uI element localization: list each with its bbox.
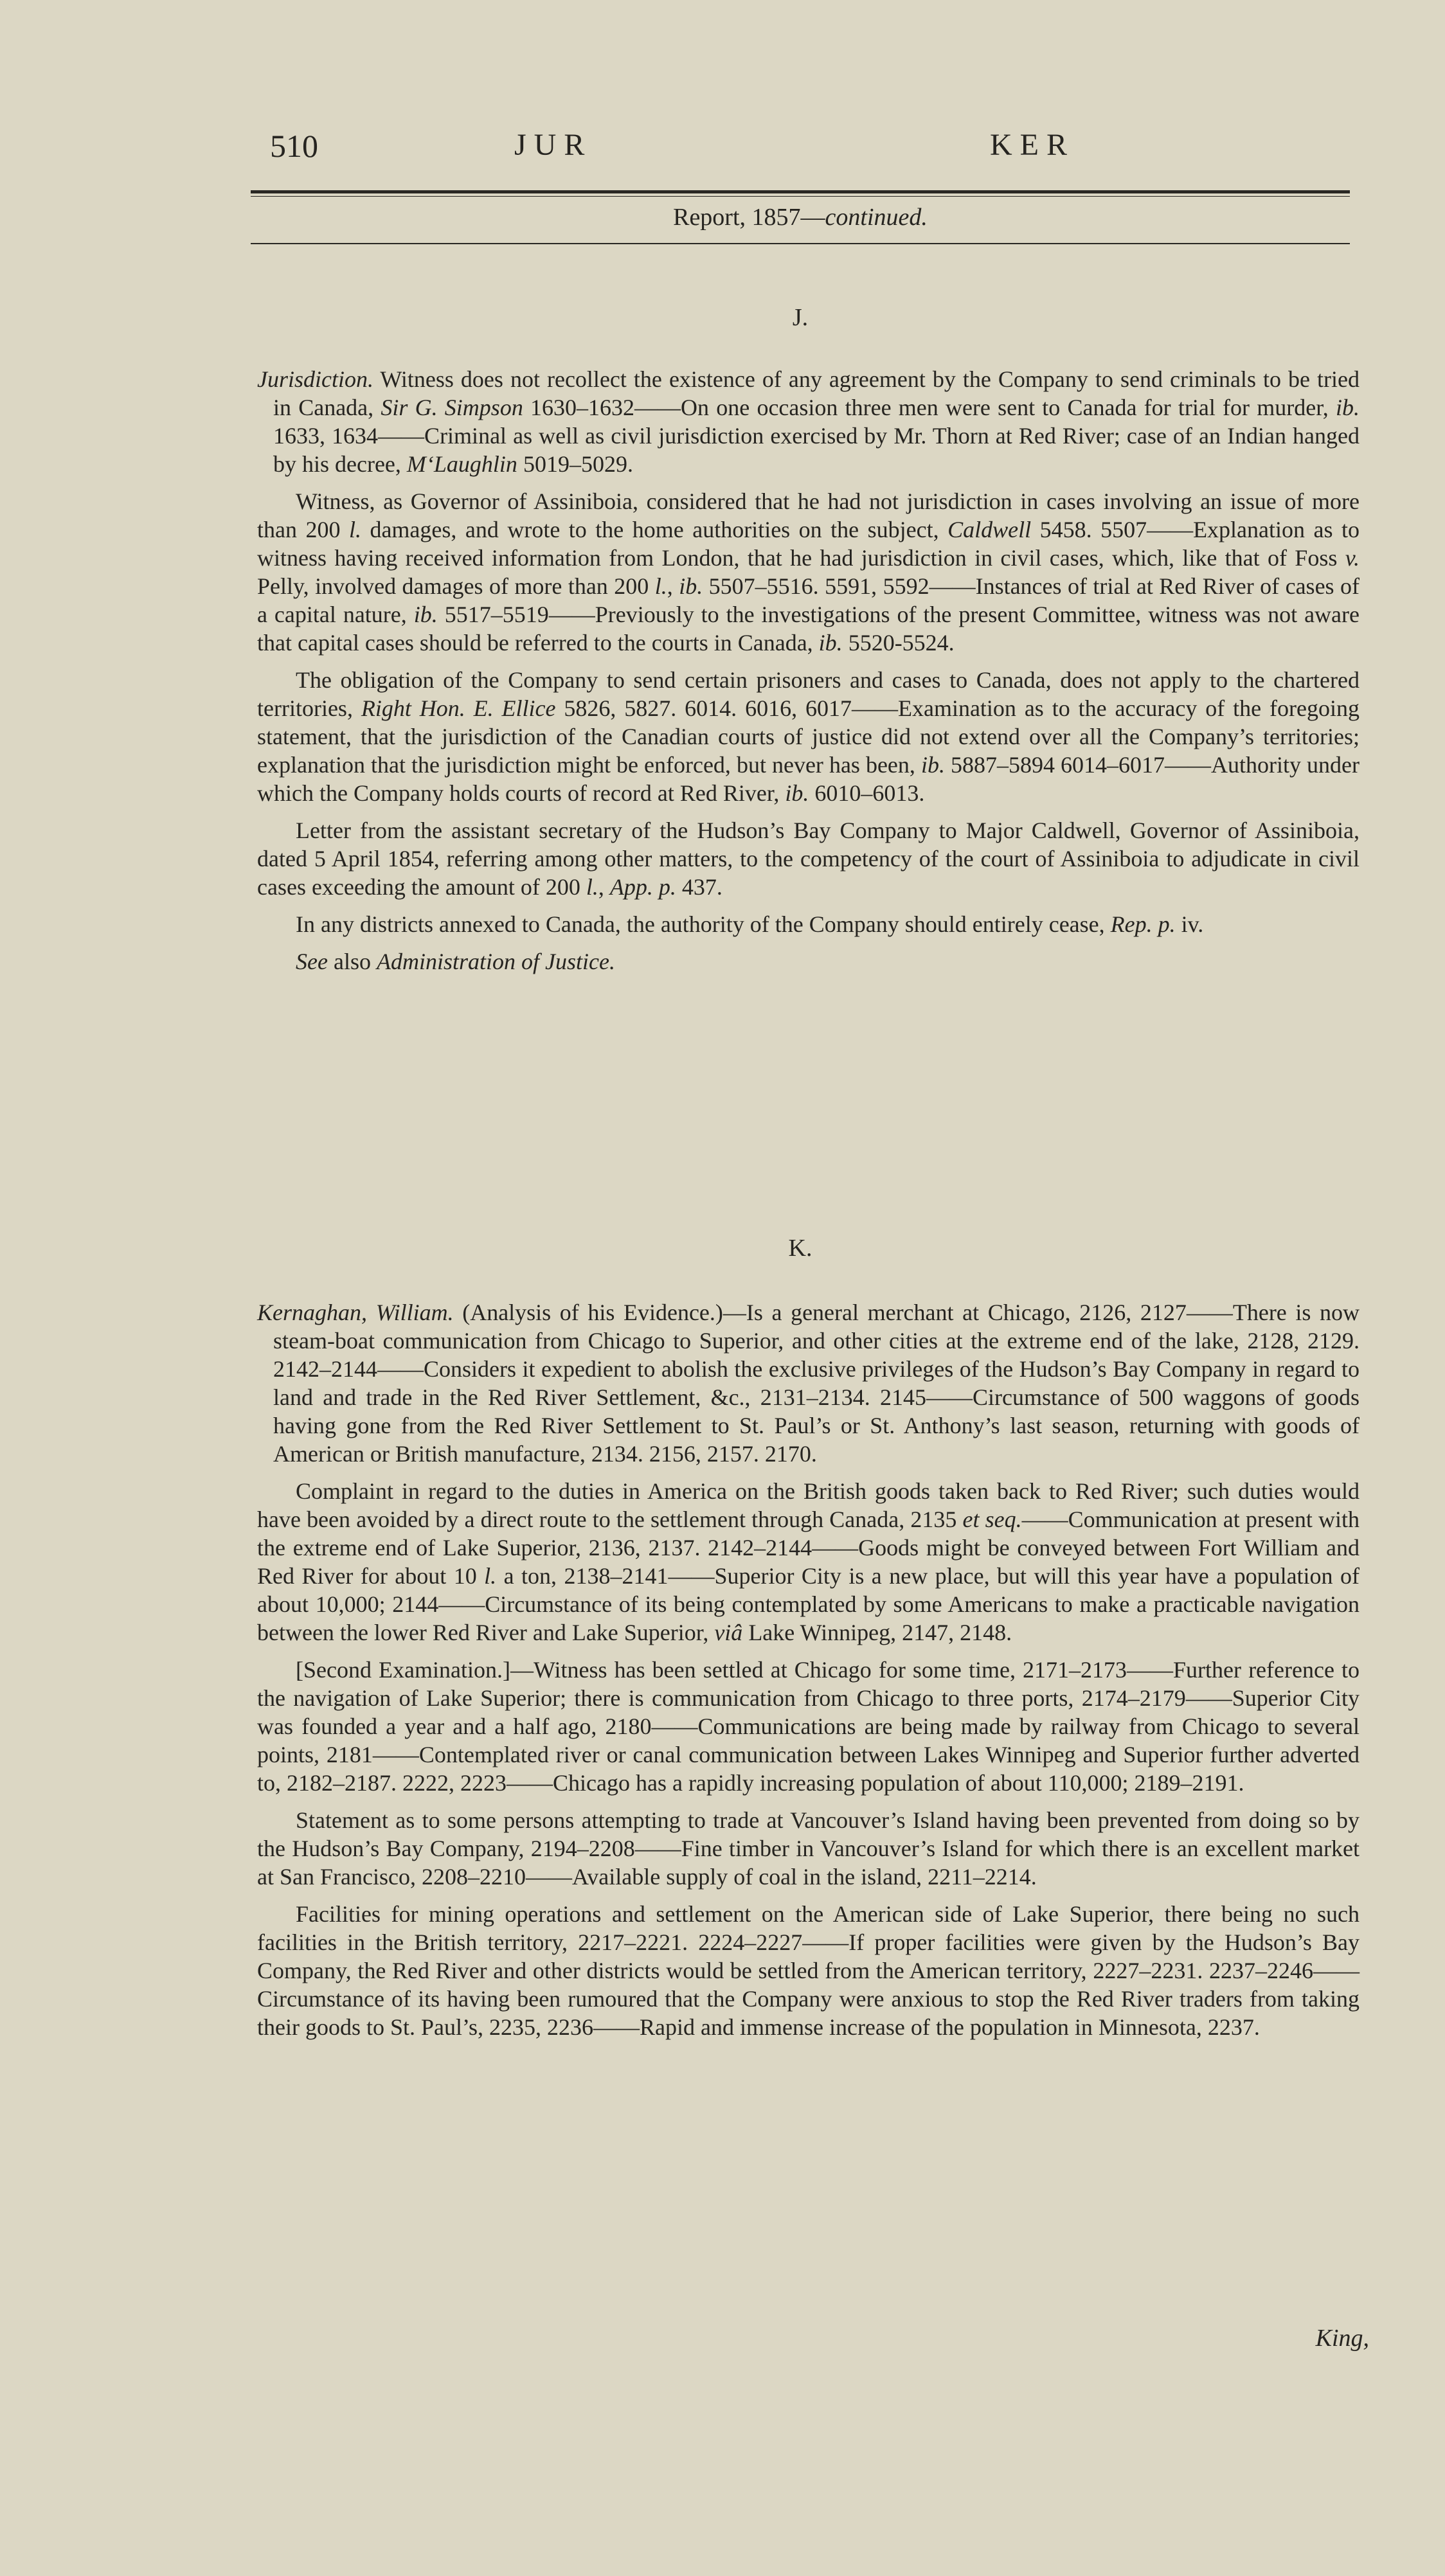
header-rule-thick [251, 190, 1350, 193]
catchword: King, [1315, 2325, 1369, 2352]
section-letter-j: J. [792, 304, 809, 331]
paragraph: Statement as to some persons attempting to trade at Vancouver’s Island having been prevented from doing so by the Hudson’s Bay Company, 2194–2208——Fine timber in Vancouver’s Island for which there is an excellent market at San Francisco, 2208–2210——Available supply of coal in the island, 2211–2214. [257, 1807, 1360, 1890]
report-heading-continued: continued. [825, 204, 928, 231]
running-head-right: KER [990, 128, 1075, 162]
entry-jurisdiction: Jurisdiction. Witness does not recollect the existence of any agreement by the Company to send criminals to be tried in Canada, Sir G. Simpson 1630–1632——On one occasion three men were sent to Canada for trial for murder, ib. 1633, 1634——Criminal as well as civil jurisdiction exercised by Mr. Thorn at Red River; case of an Indian hanged by his decree, M‘Laughlin 5019–5029. [257, 366, 1360, 477]
section-k-body [257, 1298, 1360, 2050]
paragraph: [Second Examination.]—Witness has been settled at Chicago for some time, 2171–2173——Further reference to the navigation of Lake Superior; there is communication from Chicago to three ports, 2174–2179——Superior City was founded a year and a half ago, 2180——Communications are being made by railway from Chicago to several points, 2181——Contemplated river or canal communication between Lakes Winnipeg and Superior further adverted to, 2182–2187. 2222, 2223——Chicago has a rapidly increasing population of about 110,000; 2189–2191. [257, 1657, 1360, 1796]
see-also-reference: See also Administration of Justice. [296, 949, 615, 974]
section-j-body [257, 365, 1360, 985]
header-rule-thin [251, 196, 1350, 197]
paragraph: Letter from the assistant secretary of the Hudson’s Bay Company to Major Caldwell, Governor of Assiniboia, dated 5 April 1854, referring among other matters, to the competency of the court of Assiniboia to adjudicate in civil cases exceeding the amount of 200 l., App. p. 437. [257, 818, 1360, 900]
paragraph: Facilities for mining operations and settlement on the American side of Lake Superior, there being no such facilities in the British territory, 2217–2221. 2224–2227——If proper facilities were given by the Hudson’s Bay Company, the Red River and other districts would be settled from the American territory, 2227–2231. 2237–2246——Circumstance of its having been rumoured that the Company were anxious to stop the Red River traders from taking their goods to St. Paul’s, 2235, 2236——Rapid and immense increase of the population in Minnesota, 2237. [257, 1901, 1360, 2040]
running-head-left: JUR [514, 128, 593, 162]
report-heading [251, 199, 1350, 235]
report-heading-text: Report, 1857— [673, 204, 825, 231]
paragraph: Complaint in regard to the duties in America on the British goods taken back to Red River; such duties would have been avoided by a direct route to the settlement through Canada, 2135 et seq.——Communication at present with the extreme end of Lake Superior, 2136, 2137. 2142–2144——Goods might be conveyed between Fort William and Red River for about 10 l. a ton, 2138–2141——Superior City is a new place, but will this year have a population of about 10,000; 2144——Circumstance of its being contemplated by some Americans to make a practicable navigation between the lower Red River and Lake Superior, viâ Lake Winnipeg, 2147, 2148. [257, 1478, 1360, 1645]
section-letter-k: K. [788, 1235, 812, 1262]
entry-kernaghan: Kernaghan, William. (Analysis of his Evidence.)—Is a general merchant at Chicago, 2126, 2127——There is now steam-boat communication from Chicago to Superior, and other cities at the extreme end of the lake, 2128, 2129. 2142–2144——Considers it expedient to abolish the exclusive privileges of the Hudson’s Bay Company in regard to land and trade in the Red River Settlement, &c., 2131–2134. 2145——Circumstance of 500 waggons of goods having gone from the Red River Settlement to St. Paul’s or St. Anthony’s last season, returning with goods of American or British manufacture, 2134. 2156, 2157. 2170. [257, 1300, 1360, 1467]
page-number: 510 [270, 128, 318, 164]
page-header [251, 127, 1350, 179]
heading-rule-bottom [251, 243, 1350, 244]
paragraph: In any districts annexed to Canada, the authority of the Company should entirely cease, Rep. p. iv. [296, 911, 1204, 937]
paragraph: The obligation of the Company to send certain prisoners and cases to Canada, does not apply to the chartered territories, Right Hon. E. Ellice 5826, 5827. 6014. 6016, 6017——Examination as to the accuracy of the foregoing statement, that the jurisdiction of the Canadian courts of justice did not extend over all the Company’s territories; explanation that the jurisdiction might be enforced, but never has been, ib. 5887–5894 6014–6017——Authority under which the Company holds courts of record at Red River, ib. 6010–6013. [257, 667, 1360, 806]
paragraph: Witness, as Governor of Assiniboia, considered that he had not jurisdiction in cases involving an issue of more than 200 l. damages, and wrote to the home authorities on the subject, Caldwell 5458. 5507——Explanation as to witness having received information from London, that he had jurisdiction in civil cases, which, like that of Foss v. Pelly, involved damages of more than 200 l., ib. 5507–5516. 5591, 5592——Instances of trial at Red River of cases of a capital nature, ib. 5517–5519——Previously to the investigations of the present Committee, witness was not aware that capital cases should be referred to the courts in Canada, ib. 5520-5524. [257, 488, 1360, 656]
